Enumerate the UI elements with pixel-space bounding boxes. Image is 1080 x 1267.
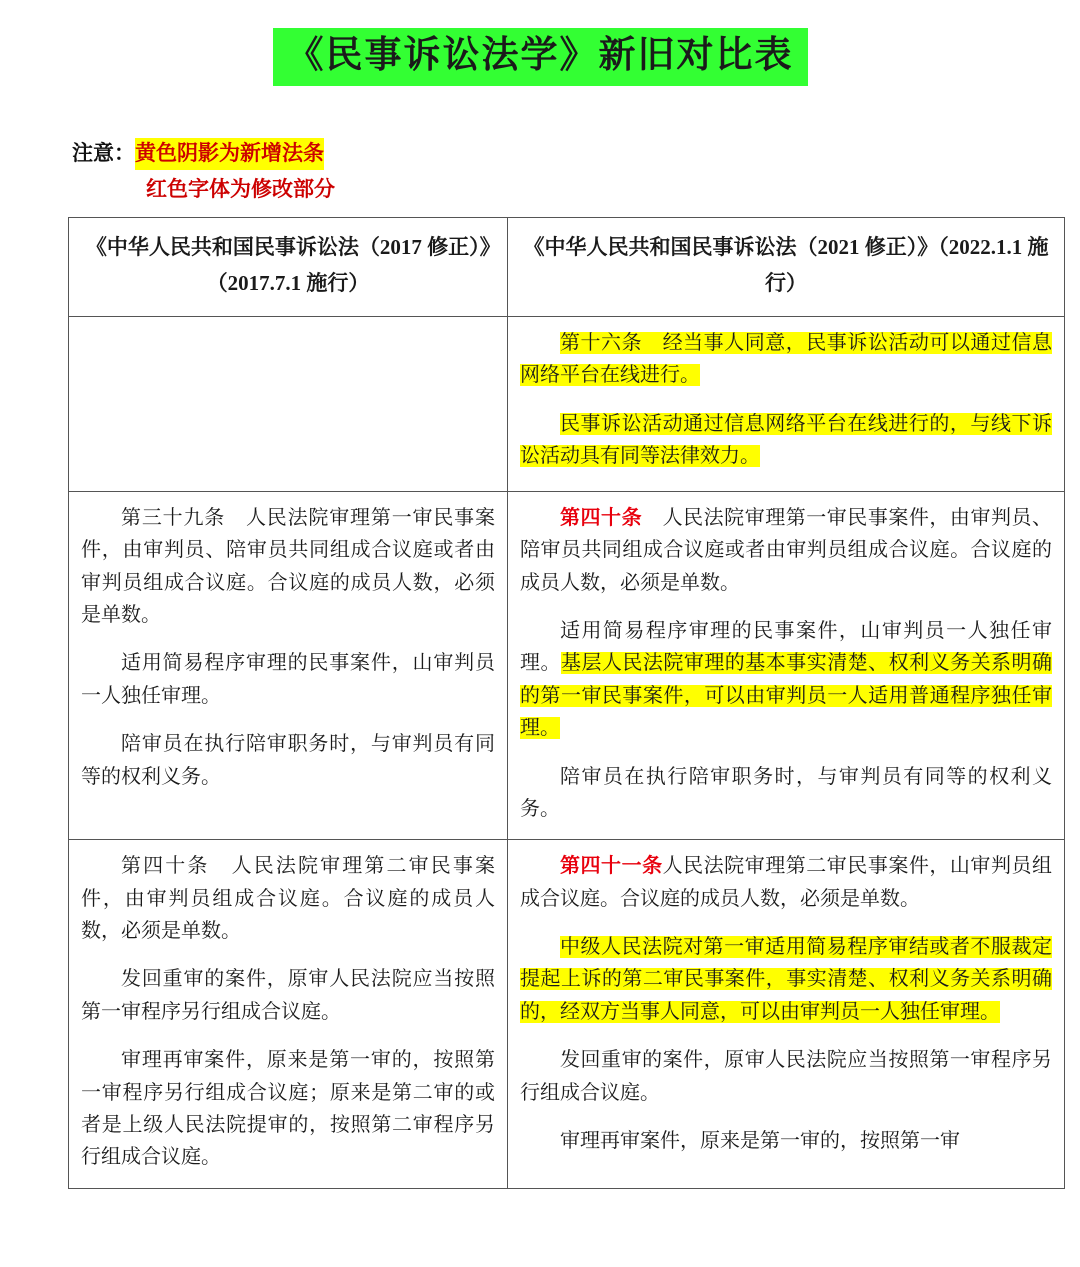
column-header-old: 《中华人民共和国民事诉讼法（2017 修正）》（2017.7.1 施行）: [69, 218, 508, 316]
paragraph: [520, 850, 1052, 915]
paragraph: 发回重审的案件，原审人民法院应当按照第一审程序另行组成合议庭。: [81, 968, 495, 1023]
paragraph: 陪审员在执行陪审职务时，与审判员有同等的权利义务。: [520, 765, 1052, 820]
cell-old-law: [69, 840, 508, 1189]
notice-line-2: 红色字体为修改部分: [146, 176, 335, 201]
paragraph: [520, 408, 1052, 473]
table-row: [69, 316, 1065, 491]
article-body: 适用简易程序审理的民事案件，山审判员一人独任审理。: [520, 619, 1052, 675]
article-body: 人民法院审理第二审民事案件，山审判员组成合议庭。合议庭的成员人数，必须是单数。: [520, 855, 1053, 910]
table-row: [69, 491, 1065, 840]
added-text: 民事诉讼活动通过信息网络平台在线进行的，与线下诉讼活动具有同等法律效力。: [520, 412, 1052, 467]
empty-placeholder: [81, 327, 495, 477]
title-container: [0, 0, 1080, 96]
cell-old-law: [69, 491, 508, 840]
added-text: 中级人民法院对第一审适用简易程序审结或者不服裁定提起上诉的第二审民事案件，事实清楚、权利义务关系明确的，经双方当事人同意，可以由审判员一人独任审理。: [520, 936, 1052, 1023]
cell-new-law: [508, 316, 1065, 491]
notice-highlight-text: 黄色阴影为新增法条: [135, 138, 324, 170]
added-text: 基层人民法院审理的基本事实清楚、权利义务关系明确的第一审民事案件，可以由审判员一人适用普通程序独任审理。: [520, 652, 1053, 740]
table-header-row: [69, 218, 1065, 316]
column-header-new: 《中华人民共和国民事诉讼法（2021 修正）》（2022.1.1 施行）: [508, 218, 1065, 316]
paragraph: [520, 931, 1052, 1028]
table-row: [69, 840, 1065, 1189]
paragraph: 陪审员在执行陪审职务时，与审判员有同等的权利义务。: [81, 733, 495, 788]
comparison-table: [68, 217, 1065, 1188]
modified-article-number: 第四十条: [560, 506, 643, 529]
bottom-spacer: [0, 1189, 1080, 1195]
paragraph: 发回重审的案件，原审人民法院应当按照第一审程序另行组成合议庭。: [520, 1049, 1052, 1104]
paragraph: 适用简易程序审理的民事案件，山审判员一人独任审理。: [81, 652, 495, 707]
notice-label: 注意：: [72, 141, 135, 166]
notice-line-1: [72, 138, 1080, 170]
table-body: [69, 218, 1065, 1188]
cell-new-law: [508, 491, 1065, 840]
cell-old-law: [69, 316, 508, 491]
page-title: 《民事诉讼法学》新旧对比表: [273, 28, 808, 86]
modified-article-number: 第四十一条: [560, 855, 663, 878]
paragraph: 第三十九条 人民法院审理第一审民事案件，由审判员、陪审员共同组成合议庭或者由审判员组成合议庭。合议庭的成员人数，必须是单数。: [81, 506, 495, 626]
paragraph: [520, 502, 1052, 599]
paragraph: [520, 327, 1052, 392]
added-text: 第十六条 经当事人同意，民事诉讼活动可以通过信息网络平台在线进行。: [520, 331, 1052, 387]
paragraph: 第四十条 人民法院审理第二审民事案件，由审判员组成合议庭。合议庭的成员人数，必须是单数。: [81, 855, 495, 943]
article-body: 人民法院审理第一审民事案件，由审判员、陪审员共同组成合议庭或者由审判员组成合议庭。合议庭的成员人数，必须是单数。: [520, 506, 1053, 594]
cell-new-law: [508, 840, 1065, 1189]
paragraph: [520, 615, 1052, 745]
paragraph: 审理再审案件，原来是第一审的，按照第一审: [560, 1130, 960, 1153]
paragraph: 审理再审案件，原来是第一审的，按照第一审程序另行组成合议庭；原来是第二审的或者是上级人民法院提审的，按照第二审程序另行组成合议庭。: [81, 1049, 495, 1169]
notice-block: [0, 138, 1080, 205]
